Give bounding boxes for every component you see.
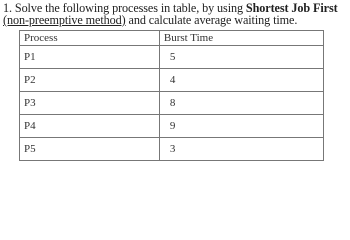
burst-cell: 3 [159,138,323,161]
process-cell: P1 [20,46,160,69]
process-cell: P4 [20,115,160,138]
process-cell: P3 [20,92,160,115]
question-suffix: and calculate average waiting time. [125,13,298,27]
header-burst-time: Burst Time [159,31,323,46]
question-text [3,2,347,26]
burst-cell: 5 [159,46,323,69]
burst-cell: 9 [159,115,323,138]
burst-cell: 4 [159,69,323,92]
burst-cell: 8 [159,92,323,115]
table-row [20,46,324,69]
table-row [20,115,324,138]
process-table [19,30,324,161]
method-note: (non-preemptive method) [3,13,126,27]
table-row [20,138,324,161]
table-header-row [20,31,324,46]
process-cell: P2 [20,69,160,92]
question-prefix: 1. Solve the following processes in table, by using [3,1,246,15]
table-row [20,69,324,92]
process-cell: P5 [20,138,160,161]
algorithm-name: Shortest Job First [245,1,338,15]
table-row [20,92,324,115]
header-process: Process [20,31,160,46]
